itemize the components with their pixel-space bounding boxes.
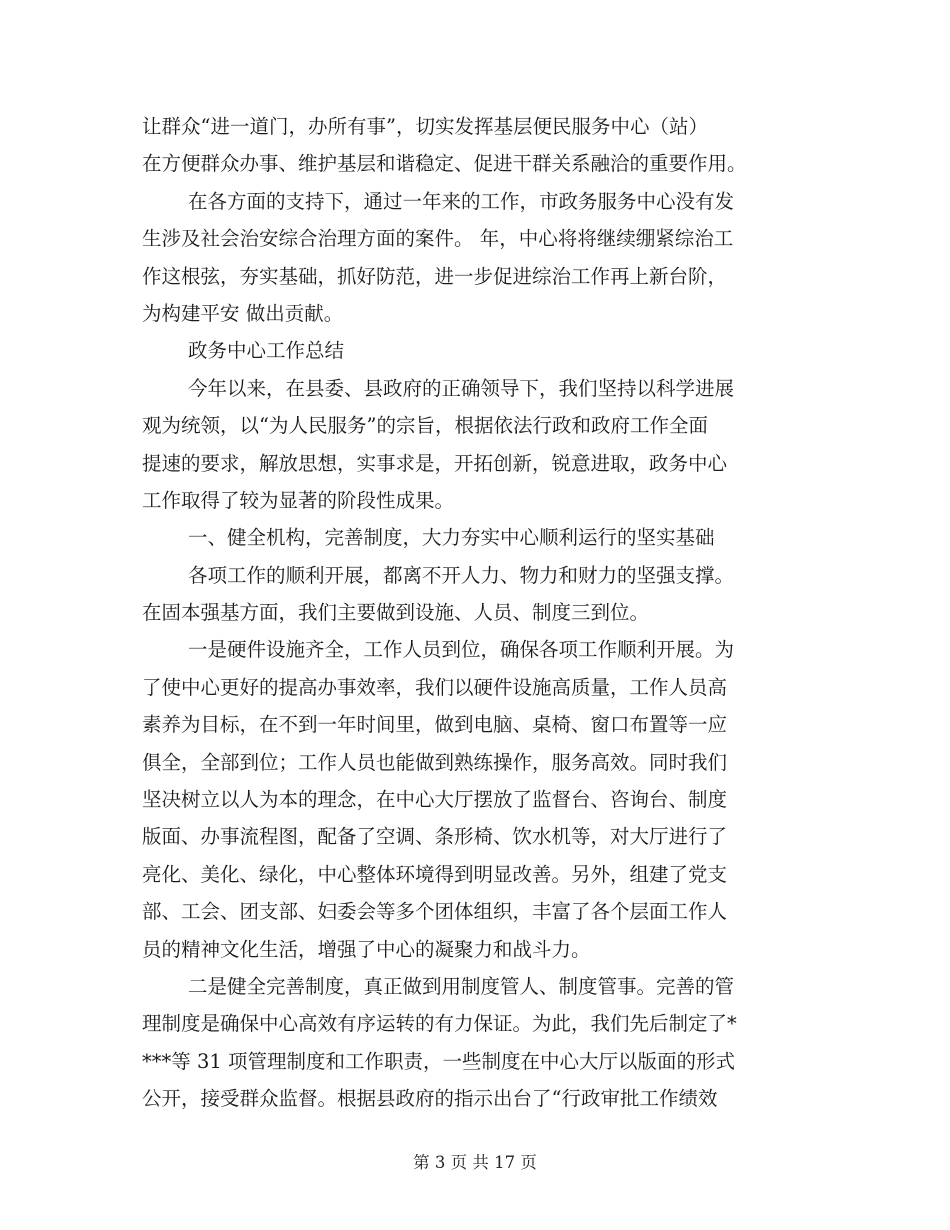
text-line: 让群众“进一道门，办所有事”，切实发挥基层便民服务中心（站） bbox=[142, 115, 708, 138]
text-line: 作这根弦，夯实基础，抓好防范，进一步促进综治工作再上新台阶， bbox=[142, 264, 728, 288]
text-line: 政务中心工作总结 bbox=[188, 339, 345, 363]
text-line: 了使中心更好的提高办事效率，我们以硬件设施高质量，工作人员高 bbox=[142, 675, 728, 699]
text-line: 公开，接受群众监督。根据县政府的指示出台了“行政审批工作绩效 bbox=[142, 1087, 718, 1111]
text-line: 员的精神文化生活，增强了中心的凝聚力和战斗力。 bbox=[142, 937, 591, 961]
text-line: 在方便群众办事、维护基层和谐稳定、促进干群关系融洽的重要作用。 bbox=[142, 152, 747, 176]
text-line: 在各方面的支持下，通过一年来的工作，市政务服务中心没有发 bbox=[188, 189, 735, 213]
text-line: 二是健全完善制度，真正做到用制度管人、制度管事。完善的管 bbox=[188, 974, 735, 998]
text-line: 今年以来，在县委、县政府的正确领导下，我们坚持以科学进展 bbox=[188, 376, 735, 400]
text-line: 素养为目标，在不到一年时间里，做到电脑、桌椅、窗口布置等一应 bbox=[142, 713, 728, 737]
page-number-footer: 第 3 页 共 17 页 bbox=[413, 1153, 537, 1172]
text-line: 提速的要求，解放思想，实事求是，开拓创新，锐意进取，政务中心 bbox=[142, 451, 728, 475]
text-line: 版面、办事流程图，配备了空调、条形椅、饮水机等，对大厅进行了 bbox=[142, 825, 728, 849]
text-line: 各项工作的顺利开展，都离不开人力、物力和财力的坚强支撑。 bbox=[188, 563, 735, 587]
text-line: 坚决树立以人为本的理念，在中心大厅摆放了监督台、咨询台、制度 bbox=[142, 788, 728, 812]
text-line: 生涉及社会治安综合治理方面的案件。 年，中心将将继续绷紧综治工 bbox=[142, 227, 734, 251]
text-line: 观为统领，以“为人民服务”的宗旨，根据依法行政和政府工作全面 bbox=[142, 414, 708, 438]
text-line: 部、工会、团支部、妇委会等多个团体组织，丰富了各个层面工作人 bbox=[142, 900, 728, 924]
text-line: 理制度是确保中心高效有序运转的有力保证。为此，我们先后制定了* bbox=[142, 1012, 737, 1036]
text-line: 一、健全机构，完善制度，大力夯实中心顺利运行的坚实基础 bbox=[188, 526, 715, 550]
text-line: 俱全，全部到位；工作人员也能做到熟练操作，服务高效。同时我们 bbox=[142, 750, 728, 774]
text-line: 亮化、美化、绿化，中心整体环境得到明显改善。另外，组建了党支 bbox=[142, 862, 728, 886]
text-line: ***等 31 项管理制度和工作职责，一些制度在中心大厅以版面的形式 bbox=[142, 1049, 735, 1073]
text-line: 在固本强基方面，我们主要做到设施、人员、制度三到位。 bbox=[142, 601, 650, 625]
document-body bbox=[142, 108, 810, 1118]
text-line: 一是硬件设施齐全，工作人员到位，确保各项工作顺利开展。为 bbox=[188, 638, 735, 662]
text-line: 工作取得了较为显著的阶段性成果。 bbox=[142, 488, 455, 512]
text-line: 为构建平安 做出贡献。 bbox=[142, 301, 344, 325]
